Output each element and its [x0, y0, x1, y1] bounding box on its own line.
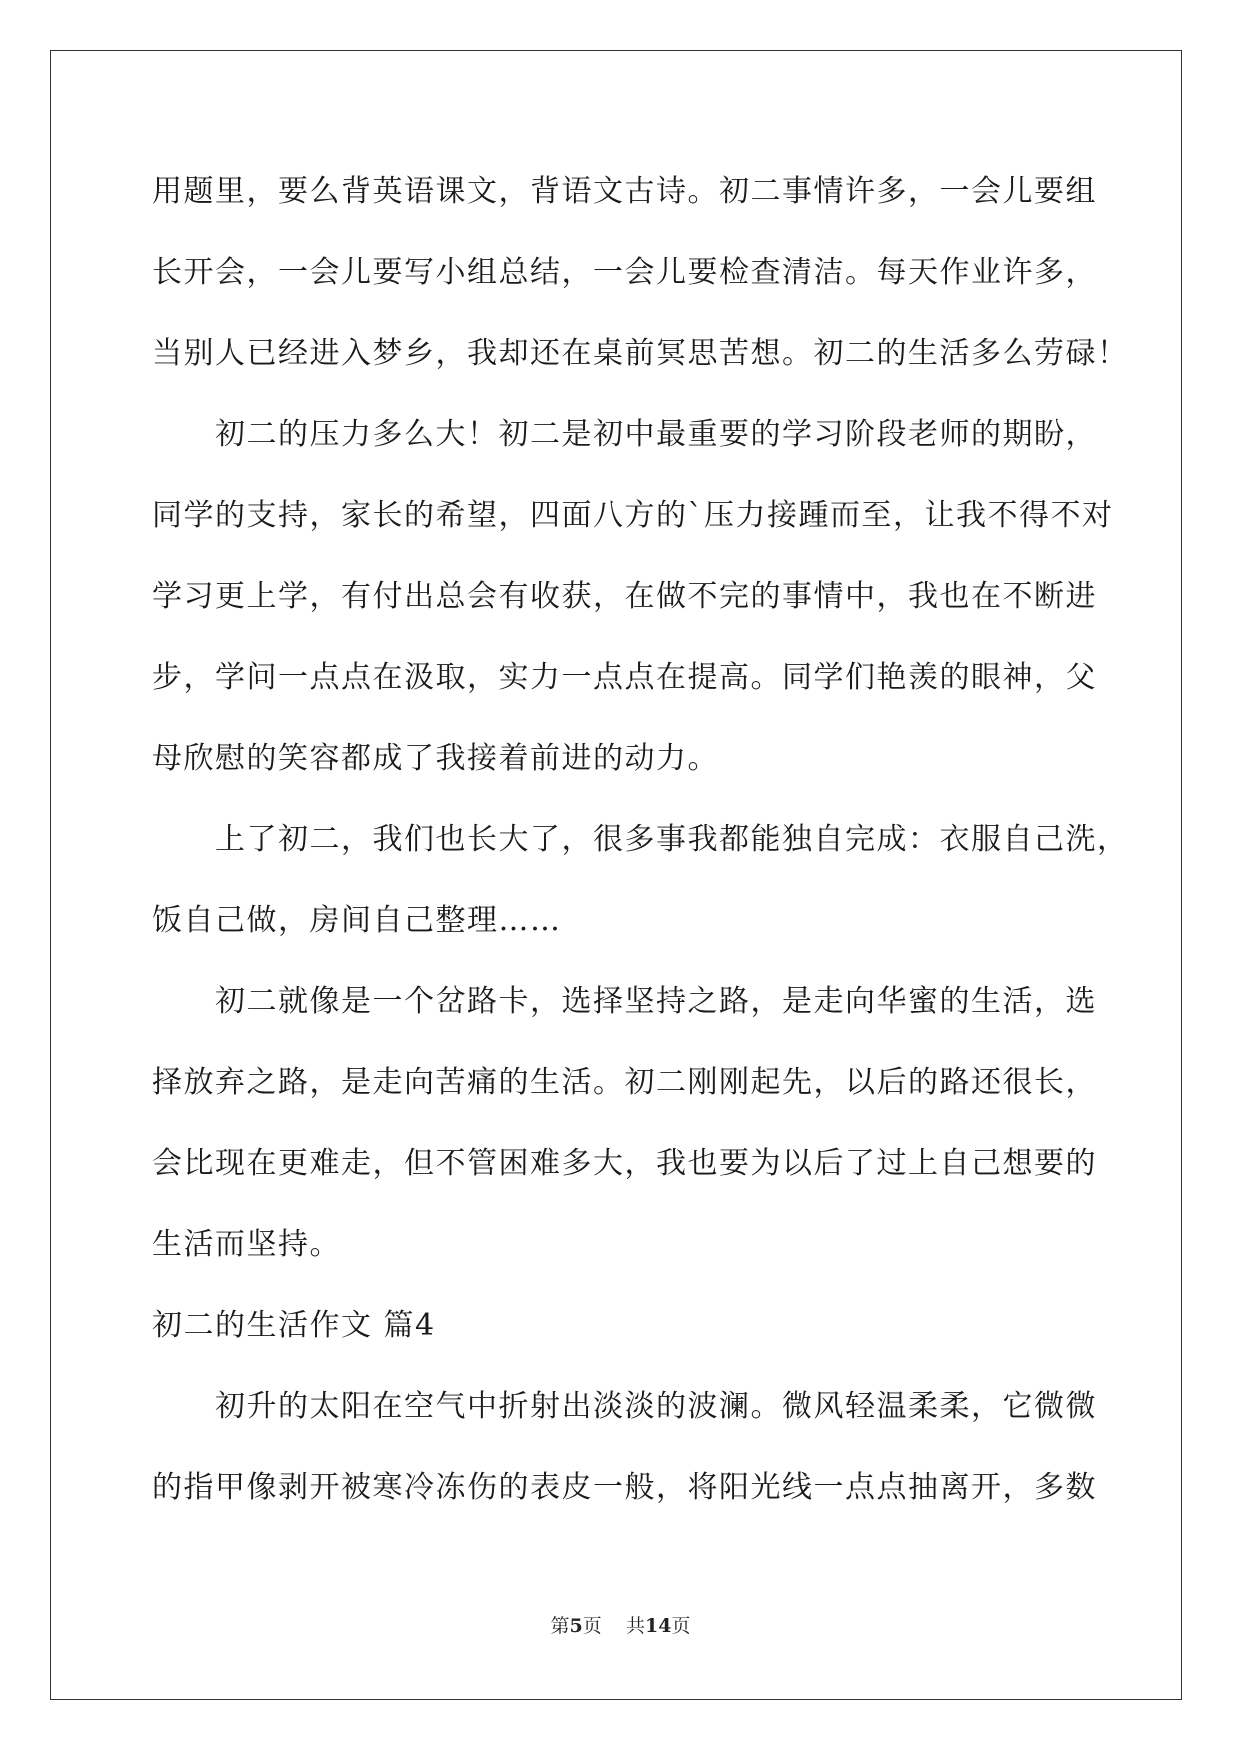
body-line: 学习更上学，有付出总会有收获，在做不完的事情中，我也在不断进: [152, 579, 1097, 614]
body-line: 同学的支持，家长的希望，四面八方的`压力接踵而至，让我不得不对: [152, 498, 1114, 533]
body-line: 初二就像是一个岔路卡，选择坚持之路，是走向华蜜的生活，选: [152, 984, 1097, 1019]
body-line: 步，学问一点点在汲取，实力一点点在提高。同学们艳羡的眼神，父: [152, 660, 1097, 695]
body-line: 上了初二，我们也长大了，很多事我都能独自完成：衣服自己洗，: [152, 822, 1129, 857]
body-line: 择放弃之路，是走向苦痛的生活。初二刚刚起先，以后的路还很长，: [152, 1065, 1097, 1100]
body-line: 长开会，一会儿要写小组总结，一会儿要检查清洁。每天作业许多，: [152, 255, 1097, 290]
page-border: [50, 50, 1182, 1700]
page-total: 14: [644, 1615, 672, 1637]
body-line: 用题里，要么背英语课文，背语文古诗。初二事情许多，一会儿要组: [152, 174, 1097, 209]
page-number: 5: [569, 1615, 583, 1637]
page-prefix: 第: [550, 1615, 570, 1637]
section-heading: 初二的生活作文 篇4: [152, 1308, 436, 1343]
page-footer: [0, 1614, 1241, 1638]
body-line: 当别人已经进入梦乡，我却还在桌前冥思苦想。初二的生活多么劳碌！: [152, 336, 1129, 371]
page-suffix: 页: [582, 1615, 602, 1637]
body-line: 初升的太阳在空气中折射出淡淡的波澜。微风轻温柔柔，它微微: [152, 1389, 1097, 1424]
body-line: 初二的压力多么大！初二是初中最重要的学习阶段老师的期盼，: [152, 417, 1097, 452]
body-line: 生活而坚持。: [152, 1227, 341, 1262]
total-prefix: 共: [625, 1615, 645, 1637]
body-line: 会比现在更难走，但不管困难多大，我也要为以后了过上自己想要的: [152, 1146, 1097, 1181]
body-line: 的指甲像剥开被寒冷冻伤的表皮一般，将阳光线一点点抽离开，多数: [152, 1470, 1097, 1505]
total-suffix: 页: [671, 1615, 691, 1637]
body-line: 饭自己做，房间自己整理……: [152, 903, 562, 938]
body-line: 母欣慰的笑容都成了我接着前进的动力。: [152, 741, 719, 776]
